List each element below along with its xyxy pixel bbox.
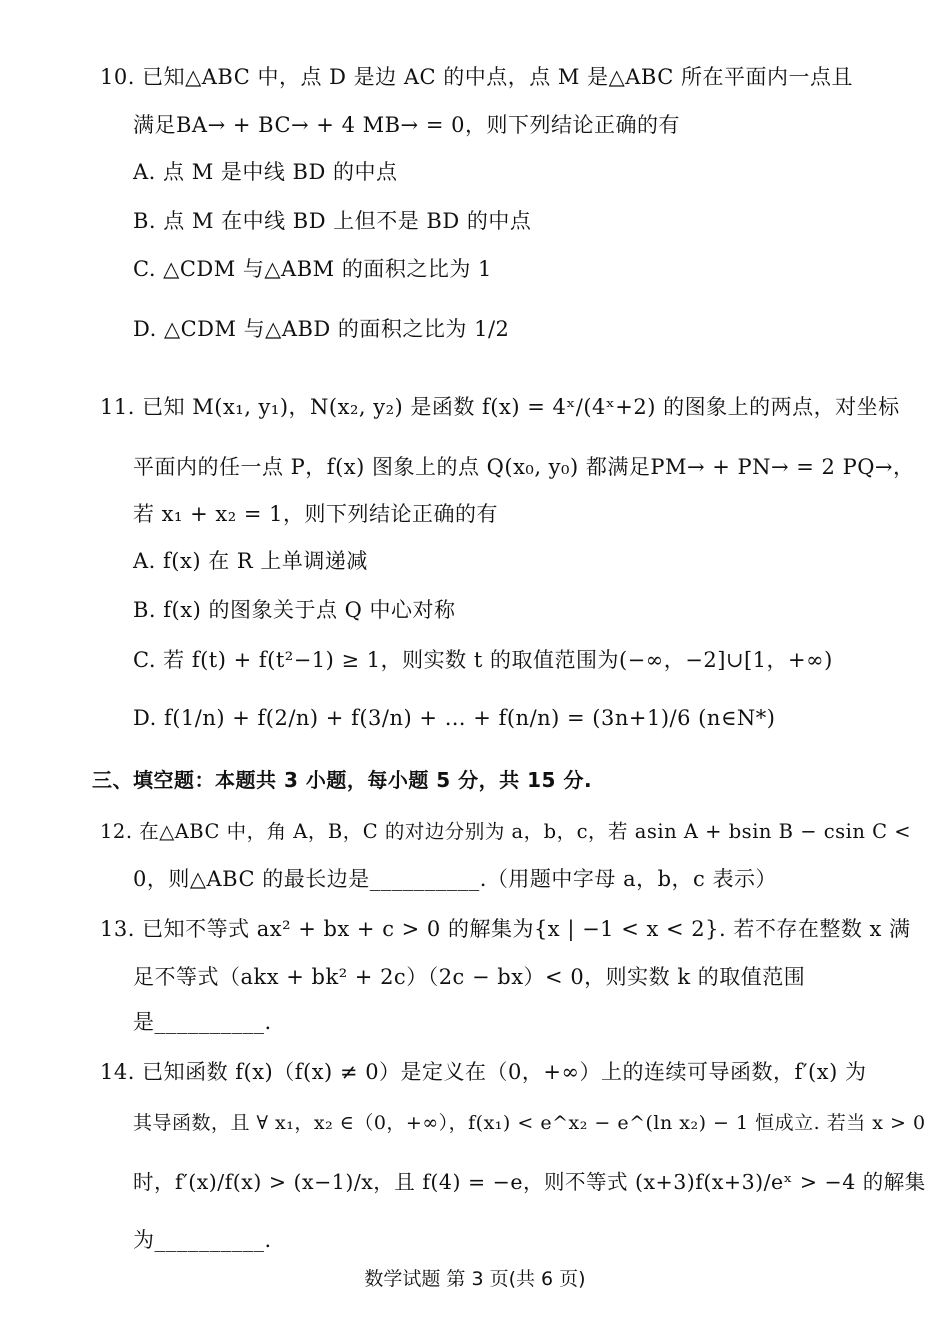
q12-line1: 12. 在△ABC 中，角 A，B，C 的对边分别为 a，b，c，若 asin A + bsin B − csin C < [100,820,912,843]
q14-line1: 14. 已知函数 f(x)（f(x) ≠ 0）是定义在（0，+∞）上的连续可导函数，f′(x) 为 [100,1060,867,1084]
q11-option-a: A. f(x) 在 R 上单调递减 [133,549,368,573]
q10-line1: 10. 已知△ABC 中，点 D 是边 AC 的中点，点 M 是△ABC 所在平面内一点且 [100,65,853,89]
q10-option-c: C. △CDM 与△ABM 的面积之比为 1 [133,257,492,281]
page-footer: 数学试题 第 3 页(共 6 页) [364,1268,586,1290]
q14-line4: 为__________. [133,1228,272,1252]
q13-line1: 13. 已知不等式 ax² + bx + c > 0 的解集为{x | −1 < x < 2}. 若不存在整数 x 满 [100,917,911,941]
q13-line2: 足不等式（akx + bk² + 2c）（2c − bx）< 0，则实数 k 的取值范围 [133,965,806,989]
q10-option-b: B. 点 M 在中线 BD 上但不是 BD 的中点 [133,209,532,233]
q11-line1: 11. 已知 M(x₁, y₁)，N(x₂, y₂) 是函数 f(x) = 4ˣ/(4ˣ+2) 的图象上的两点，对坐标 [100,395,900,419]
q13-line3: 是__________. [133,1010,272,1034]
q11-line2: 平面内的任一点 P，f(x) 图象上的点 Q(x₀, y₀) 都满足PM→ + PN→ = 2 PQ→， [133,455,915,479]
q10-option-a: A. 点 M 是中线 BD 的中点 [133,160,398,184]
q11-option-c: C. 若 f(t) + f(t²−1) ≥ 1，则实数 t 的取值范围为(−∞，−2]∪[1，+∞) [133,648,833,672]
q12-line2: 0，则△ABC 的最长边是__________.（用题中字母 a，b，c 表示） [133,867,777,891]
q14-line2: 其导函数，且 ∀ x₁，x₂ ∈（0，+∞），f(x₁) < e^x₂ − e^(ln x₂) − 1 恒成立. 若当 x > 0 [133,1112,926,1134]
q11-line3: 若 x₁ + x₂ = 1，则下列结论正确的有 [133,502,498,526]
section-title: 三、填空题：本题共 3 小题，每小题 5 分，共 15 分. [92,768,593,792]
q11-option-b: B. f(x) 的图象关于点 Q 中心对称 [133,598,456,622]
q11-option-d: D. f(1/n) + f(2/n) + f(3/n) + … + f(n/n) = (3n+1)/6 (n∈N*) [133,706,776,730]
q14-line3: 时，f′(x)/f(x) > (x−1)/x，且 f(4) = −e，则不等式 (x+3)f(x+3)/eˣ > −4 的解集 [133,1170,926,1194]
q10-option-d: D. △CDM 与△ABD 的面积之比为 1/2 [133,317,510,341]
q10-line2: 满足BA→ + BC→ + 4 MB→ = 0，则下列结论正确的有 [133,113,680,137]
